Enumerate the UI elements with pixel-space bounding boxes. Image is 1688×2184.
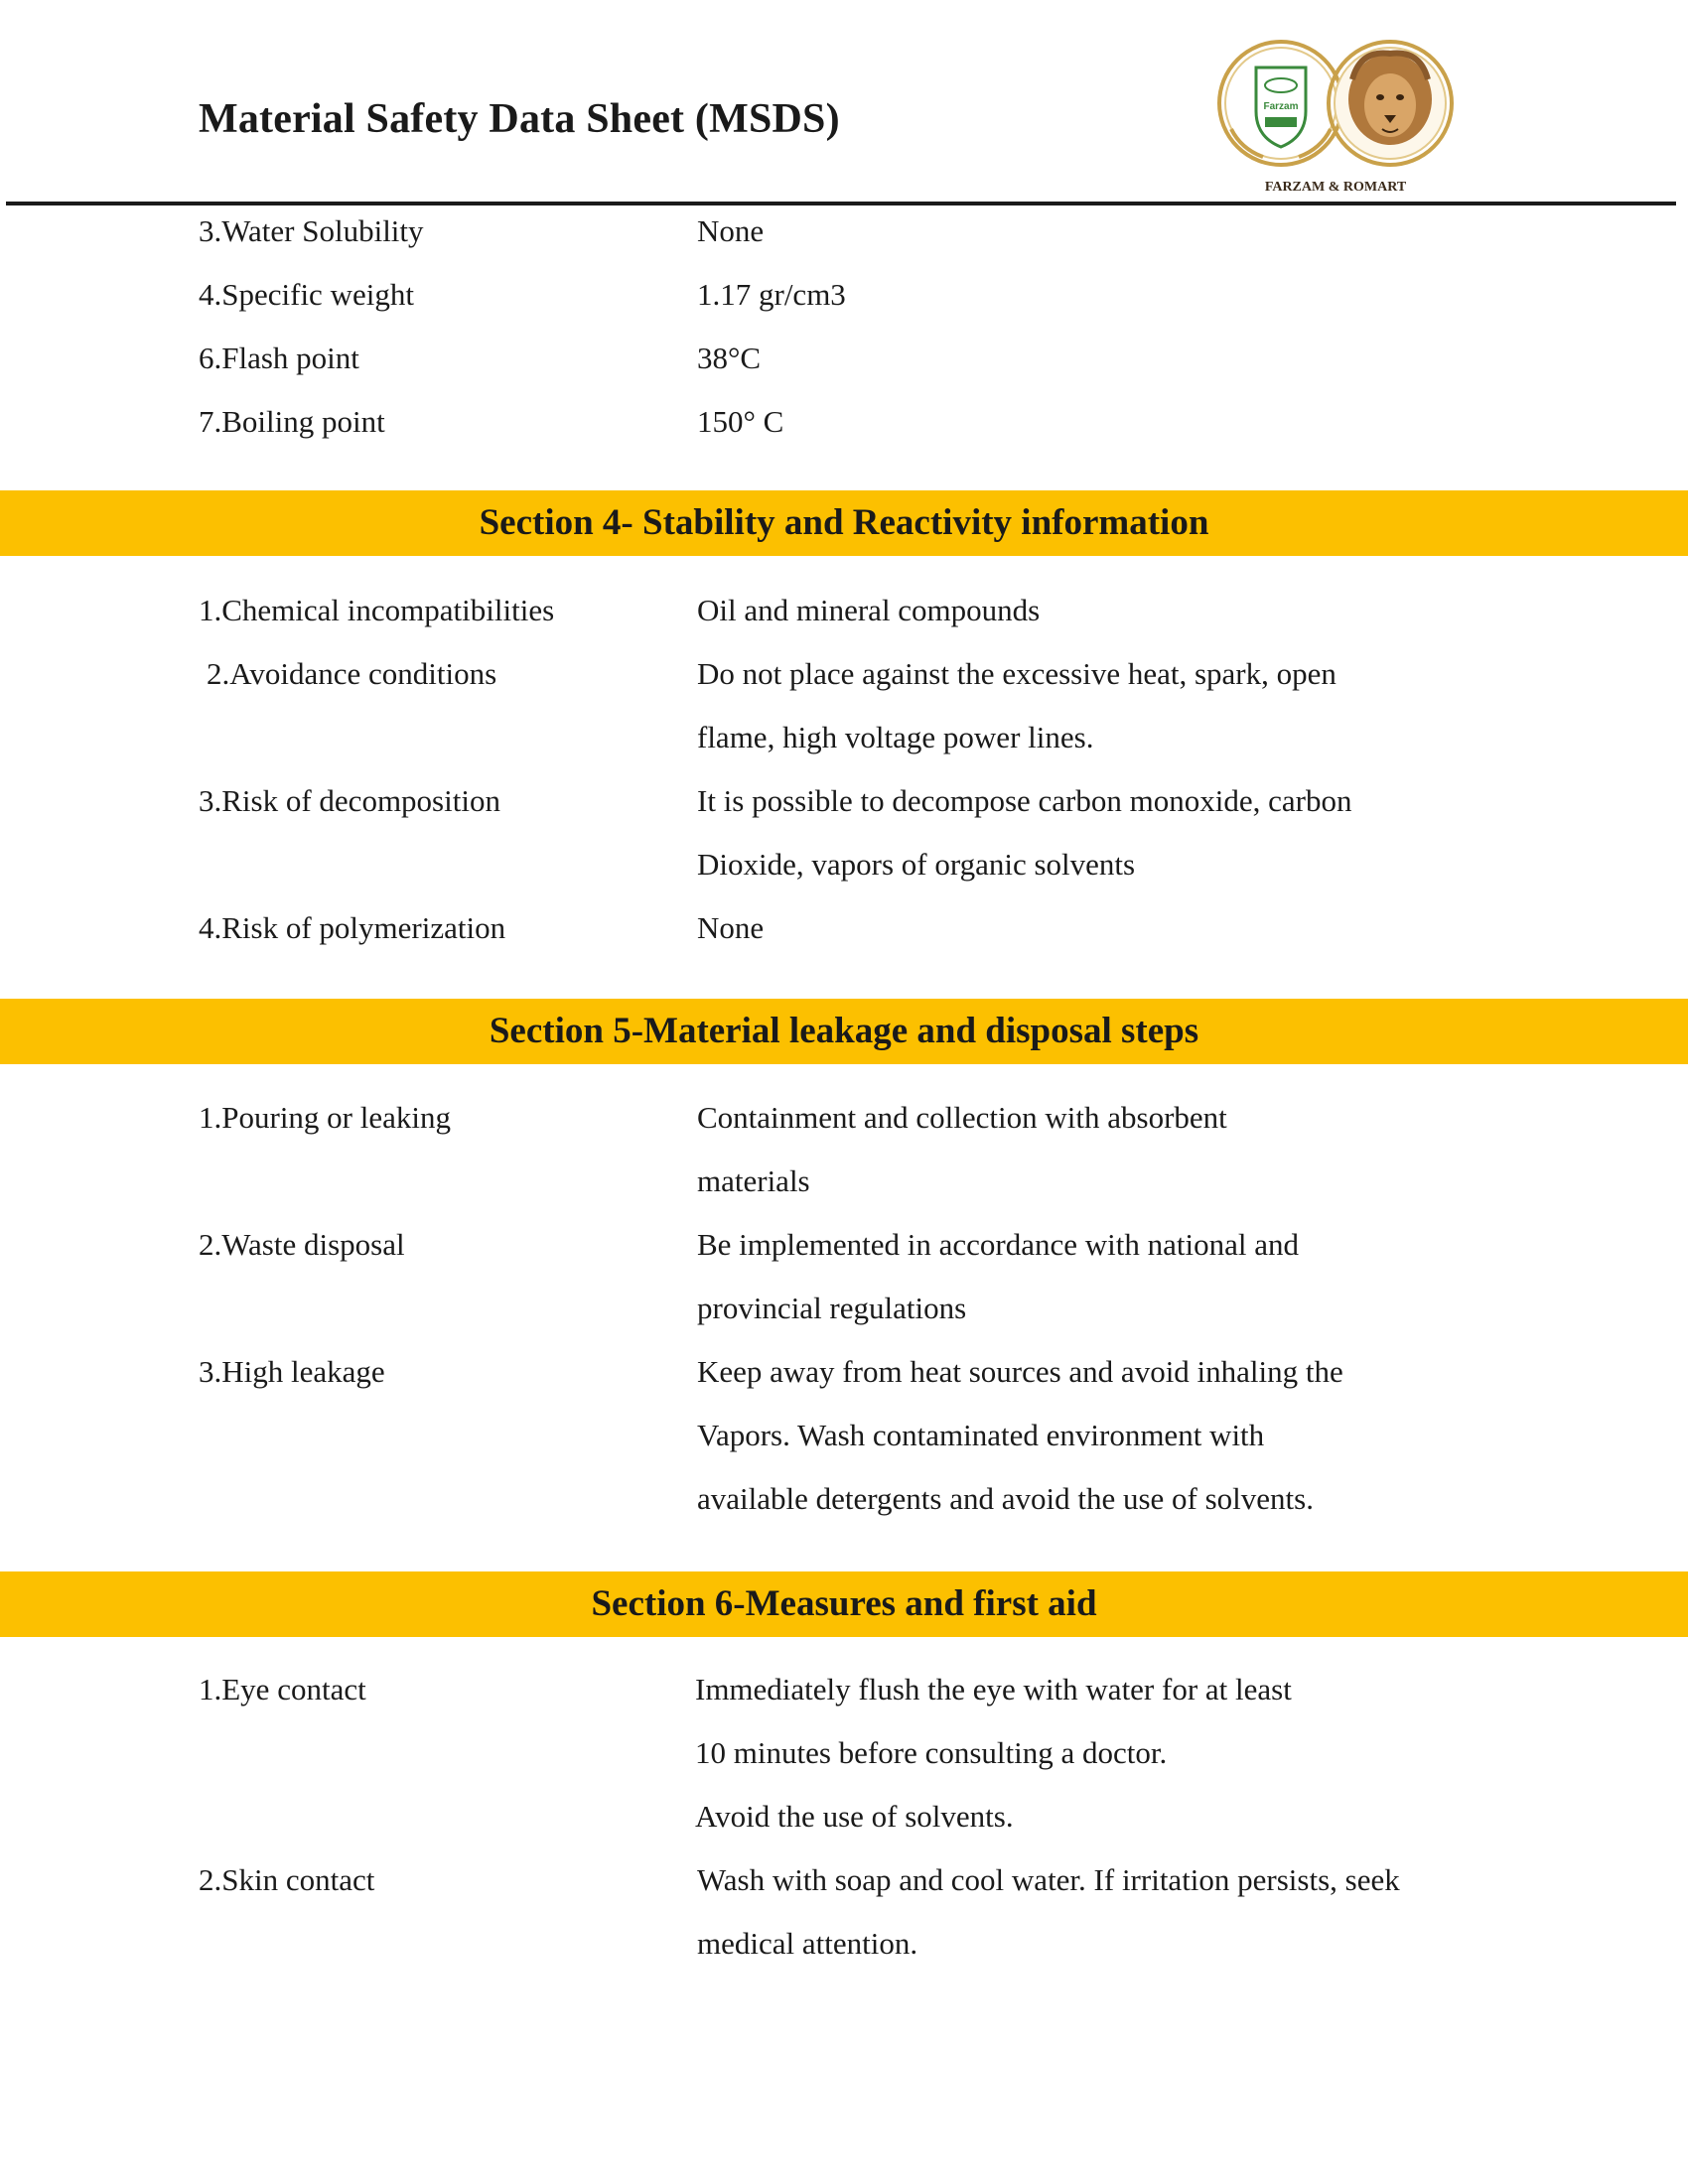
property-label: 2.Avoidance conditions (207, 656, 497, 691)
lion-icon (1348, 54, 1432, 145)
property-value: Keep away from heat sources and avoid inhaling the Vapors. Wash contaminated environment with available detergents and avoid the use of solvents. (697, 1354, 1343, 1516)
property-value: Do not place against the excessive heat, spark, open flame, high voltage power lines. (697, 656, 1336, 754)
property-label: 3.Risk of decomposition (199, 783, 500, 818)
property-value: Oil and mineral compounds (697, 593, 1041, 627)
property-label: 2.Waste disposal (199, 1227, 405, 1262)
section-5-header: Section 5-Material leakage and disposal steps (0, 999, 1688, 1064)
property-label: 2.Skin contact (199, 1862, 375, 1897)
property-value: None (697, 213, 765, 248)
property-value: 38°C (697, 341, 762, 375)
property-label: 3.High leakage (199, 1354, 385, 1389)
property-label: 4.Risk of polymerization (199, 910, 506, 945)
property-value: Be implemented in accordance with national and provincial regulations (697, 1227, 1299, 1325)
section-6-header: Section 6-Measures and first aid (0, 1571, 1688, 1637)
property-label: 1.Chemical incompatibilities (199, 593, 555, 627)
property-value: Wash with soap and cool water. If irritation persists, seek medical attention. (697, 1862, 1400, 1961)
property-value: None (697, 910, 765, 945)
document-title: Material Safety Data Sheet (MSDS) (199, 96, 840, 142)
property-label: 6.Flash point (199, 341, 359, 375)
property-value: Immediately flush the eye with water for at least 10 minutes before consulting a doctor. Avoid the use of solvents. (695, 1672, 1292, 1834)
property-value: 150° C (697, 404, 784, 439)
property-label: 3.Water Solubility (199, 213, 424, 248)
property-label: 7.Boiling point (199, 404, 385, 439)
property-label: 1.Eye contact (199, 1672, 366, 1706)
section-4-header: Section 4- Stability and Reactivity information (0, 490, 1688, 556)
property-value: 1.17 gr/cm3 (697, 277, 846, 312)
shield-text: Farzam (1263, 101, 1299, 112)
company-logo (1201, 20, 1470, 199)
brand-text: FARZAM & ROMART (1264, 180, 1407, 195)
property-value: It is possible to decompose carbon monoxide, carbon Dioxide, vapors of organic solvents (697, 783, 1352, 882)
property-label: 1.Pouring or leaking (199, 1100, 451, 1135)
property-label: 4.Specific weight (199, 277, 414, 312)
property-value: Containment and collection with absorbent materials (697, 1100, 1227, 1198)
